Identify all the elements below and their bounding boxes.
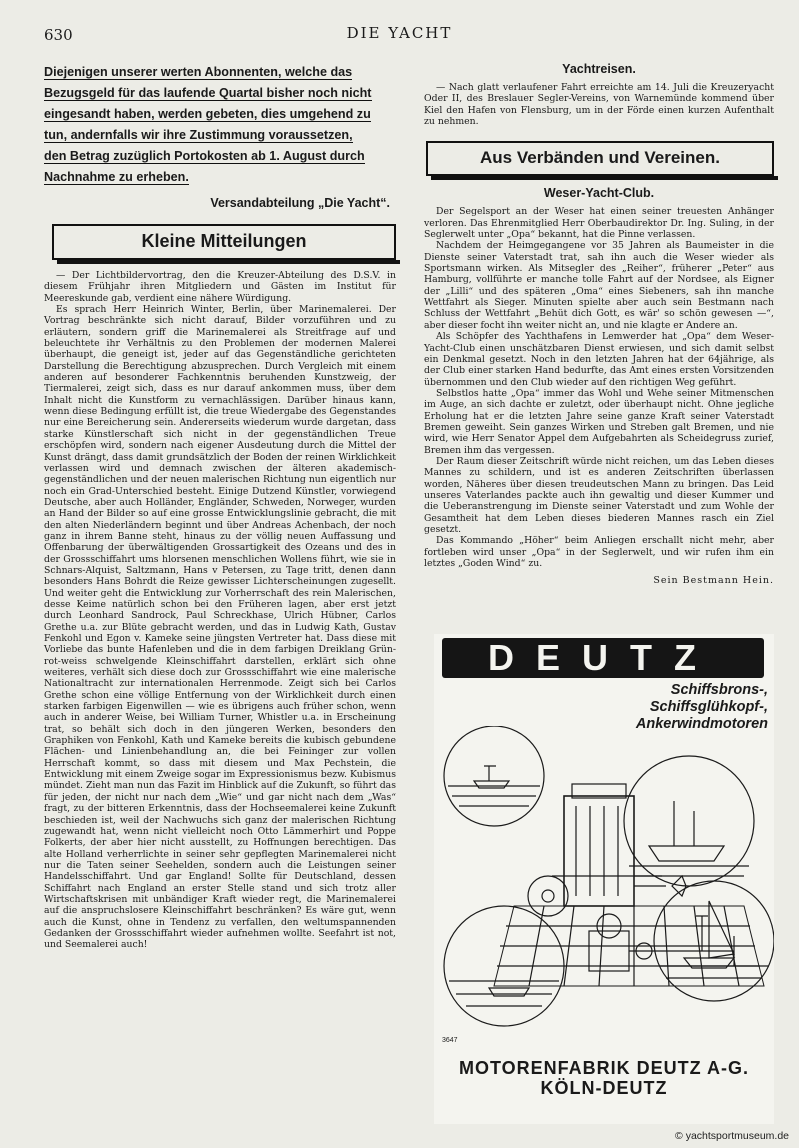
article-paragraph: — Der Lichtbildervortrag, den die Kreuzer-Abteilung des D.S.V. in diesem Frühjahr ihren Mitgliedern und Gästen im Institut für Meereskunde gab, verdient eine nähere Würdigung. xyxy=(44,270,396,304)
article-kleine-mitteilungen xyxy=(44,270,396,951)
subscription-notice xyxy=(44,62,396,188)
notice-line: den Betrag zuzüglich Portokosten ab 1. August durch xyxy=(44,149,365,163)
section-heading-kleine-mitteilungen: Kleine Mitteilungen xyxy=(52,224,396,260)
running-title: DIE YACHT xyxy=(346,24,453,42)
article-paragraph: Nachdem der Heimgegangene vor 35 Jahren als Baumeister in die Dienste seiner Vaterstadt trat, sah ihn auch die Weser wieder als Sportsmann wirken. Als Mitsegler des „Reiher“, früherer „Peter“ aus Hamburg, vollführte er manche tolle Fahrt auf der Nordsee, als Eigner der „Lilli“ und des späteren „Oma“ eines Siebeners, sah ihn manche Wettfahrt als Sieger. Minuten spielte aber auch sein Bestmann nach Schluss der Wettfahrt „Behüt dich Gott, es wär' so schön gewesen —“, aber dieser focht ihn weiter nicht an, und nie klagte er Andere an. xyxy=(424,240,774,331)
engine-drawing xyxy=(564,796,634,906)
article-paragraph: Es sprach Herr Heinrich Winter, Berlin, über Marinemalerei. Der Vortrag beschränkte sich nicht darauf, Bilder vorzuführen und zu erläutern, sondern griff die Marinemalerei als Streitfrage auf und beleuchtete ihr Verhältnis zu den Problemen der modernen Malerei überhaupt, die geneigt ist, jeder auf das Gegenständliche gerichteten Darstellung die Berechtigung abzusprechen. Durch Vergleich mit einem anderen auf besonderer Fachkenntnis beruhenden Kunstzweig, der Tiermalerei, zeigt sich, dass es nur darauf ankommen muss, über dem Inhalt nicht die Kunstform zu vernachlässigen. Darüber hinaus kann, wenn diese Bedingung erfüllt ist, die treue Wiedergabe des Gegenstandes nur eine Bereicherung sein. Andererseits wiederum wurde dargetan, dass starke Künstlerschaft sich nicht in der gegenständlichen Treue erschöpfen wird, sondern nach eigener Ausdeutung durch die Mittel der Kunst drängt, dass damit grundsätzlich der Boden der reinen Wirklichkeit verlassen wird und demnach zwischen der älteren akademisch-gegenständlichen und der neuen malerischen Richtung nun eigentlich nur noch ein Grad-Unterschied besteht. Einige Dutzend Künstler, vorwiegend Deutsche, aber auch Holländer, Engländer, Schweden, Norweger, wurden an Hand der Bilder so auf eine grosse Entwicklungslinie gebracht, die mit den alten Niederländern beginnt und über Andreas Achenbach, der noch ganz in ihrem Banne steht, hinaus zu der völlig neuen Auffassung und Offenbarung der überwältigenden Grossartigkeit des Ozeans und des in der Grossschiffahrt ums hlorsenen menschlichen Wollens führt, wie sie in Schnars-Alquist, Saltzmann, Hans v Petersen, zu Tage tritt, denen dann besonders Hans Bohrdt die Reize gewisser Lichterscheinungen zugesellt. Und weiter geht die Entwicklung zur Vorherrschaft des rein Malerischen, desse Keime natürlich schon bei den Früheren lagen, aber erst jetzt durch Leonhard Sandrock, Paul Schreckhase, Ulrich Hübner, Carlos Grethe u.a. zur Blüte gebracht werden, und das in Ludwig Kath, Gustav Fenkohl und Egon v. Kameke seine jüngsten Vertreter hat. Dass diese mit Vorliebe das bunte Hafenleben und die in dem farbigen Dreiklang Grün-rot-weiss schwelgende Kleinschiffahrt darstellen, erklärt sich ohne weiteres, verhält sich diese doch zur Grossschiffahrt wie eine malerische Nationaltracht zur internationalen Herrenmode. Zeigt sich bei Carlos Grethe schon eine völlige Entfernung von der Wirklichkeit durch einen starken farbigen Eigenwillen — wie es übrigens auch früher schon, wenn auch in anderer Weise, bei William Turner, Whistler u.a. in Erscheinung trat, so behält sich doch in den jüngeren Werken, besonders den Graphiken von Fenkohl, Kath und Kameke bereits die kubisch gebundene Flächen- und Linienbehandlung an, die bei Feininger zur vollen Herrschaft kommt, so dass mit diesem und Max Pechstein, die Entwicklung mit einem Zweige sogar im Expressionismus bezw. Kubismus mündet. Zieht man nun das Fazit im Hinblick auf die Zukunft, so führt das für jeden, der nicht nur nach dem „Wie“ und gar nicht nach dem „Was“ fragt, zu der bitteren Erkenntnis, dass der Hochseemalerei keine Zukunft beschieden ist, weil der Nachwuchs sich ganz der malerischen Richtung zugewandt hat, wenn nicht vielleicht noch Otto Lämmerhirt und Poppe Folkerts, der aber hier nicht ausstellt, zu Hoffnungen berechtigen. Das alte Holland verherrlichte in seiner sehr gepflegten Marinemalerei nicht nur die Taten seiner Seehelden, sondern auch die Leistungen seiner Handelsschiffahrt. Und gar England! Sollte für Deutschland, dessen Schiffahrt nach England an erster Stelle stand und sich trotz aller Wirtschaftskrisen mit unbändiger Kraft wieder regt, die Marinemalerei auf die anspruchslosere Kleinschiffahrt beschränken? Es wäre gut, wenn auch die Kunst, ohne in Tendenz zu verfallen, den weltumspannenden Gedanken der Grossschiffahrt wieder aufnehmen wollte. Seefahrt ist not, und Seemalerei auch! xyxy=(44,304,396,951)
article-paragraph: Der Raum dieser Zeitschrift würde nicht reichen, um das Leben dieses Mannes zu schildern, und ist es anderen Zeitschriften überlassen worden, Näheres über diesen treudeutschen Mann zu bringen. Das Leid unseres Vaterlandes packte auch ihn gewaltig und dieser Kummer und die Ueberanstrengung im Dienste seiner Vaterstadt und zum Wohle der Gesamtheit hat dem Leben dieses biederen Mannes rasch ein Ziel gesetzt. xyxy=(424,455,774,535)
deutz-advertisement xyxy=(434,634,774,1124)
ad-product-line: Ankerwindmotoren xyxy=(635,716,768,732)
notice-line: tun, andernfalls wir ihre Zustimmung voraussetzen, xyxy=(44,128,353,142)
yachtreisen-text xyxy=(424,82,774,127)
ad-brand-logo: DEUTZ xyxy=(442,638,764,678)
ad-illustration xyxy=(434,726,774,1036)
article-paragraph: Selbstlos hatte „Opa“ immer das Wohl und Wehe seiner Mitmenschen im Auge, an sich dachte er zuletzt, oder überhaupt nicht. Ohne jegliche Erholung hat er die letzten Jahre seine ganze Kraft seiner Vaterstadt Bremen geweiht. Sein ganzes Wirken und Streben galt Bremen, und nie wird, wie Herr Senator Appel dem Aufgebahrten als Scheidegruss zurief, Bremen ihm das vergessen. xyxy=(424,387,774,456)
article-paragraph: Der Segelsport an der Weser hat einen seiner treuesten Anhänger verloren. Das Ehrenmitglied Herr Oberbaudirektor Dr. Ing. Suling, in der Seglerwelt unter „Opa“ bekannt, hat die Pinne verlassen. xyxy=(424,206,774,241)
ad-company-line: KÖLN-DEUTZ xyxy=(540,1078,668,1098)
sailboat-vignette xyxy=(654,881,774,1001)
notice-line: eingesandt haben, werden gebeten, dies umgehend zu xyxy=(44,107,371,121)
ad-product-line: Schiffsbrons-, xyxy=(670,682,768,698)
page-number: 630 xyxy=(44,26,73,44)
watermark: © yachtsportmuseum.de xyxy=(675,1130,789,1142)
article-signature: Sein Bestmann Hein. xyxy=(653,575,774,587)
ad-company-line: MOTORENFABRIK DEUTZ A-G. xyxy=(459,1058,749,1078)
section-heading-verbaende: Aus Verbänden und Vereinen. xyxy=(426,141,774,176)
article-paragraph: Als Schöpfer des Yachthafens in Lemwerder hat „Opa“ dem Weser-Yacht-Club einen unschätzbaren Dienst erwiesen, und sich damit selbst ein Denkmal gesetzt. Noch in den letzten Jahren hat der 64jährige, als der Club einer starken Hand bedurfte, das Amt eines ersten Vorsitzenden übernommen und den Club wieder auf den richtigen Weg geführt. xyxy=(424,331,774,388)
right-column xyxy=(424,62,774,586)
notice-line: Bezugsgeld für das laufende Quartal bisher noch nicht xyxy=(44,86,372,100)
article-paragraph: — Nach glatt verlaufener Fahrt erreichte am 14. Juli die Kreuzeryacht Oder II, des Breslauer Segler-Vereins, von Warnemünde kommend über Kiel den Hafen von Flensburg, um in der Förde einen kurzen Aufenthalt zu nehmen. xyxy=(424,82,774,128)
left-column xyxy=(44,62,396,951)
yachtreisen-heading: Yachtreisen. xyxy=(562,62,636,76)
notice-line: Nachnahme zu erheben. xyxy=(44,170,189,184)
article-paragraph: Das Kommando „Höher“ beim Anliegen erschallt nicht mehr, aber fortleben wird unser „Opa“ in der Seglerwelt, und wir rufen ihm ein letztes „Goden Wind“ zu. xyxy=(424,535,774,570)
article-weser-yacht-club xyxy=(424,206,774,569)
ad-product-line: Schiffsglühkopf-, xyxy=(649,699,768,715)
notice-signature: Versandabteilung „Die Yacht“. xyxy=(210,196,390,210)
notice-line: Diejenigen unserer werten Abonnenten, welche das xyxy=(44,65,353,79)
harbor-vignette xyxy=(444,726,544,826)
ad-catalog-number: 3647 xyxy=(442,1037,458,1044)
ad-company-name xyxy=(434,1058,774,1098)
club-subheading: Weser-Yacht-Club. xyxy=(543,186,655,201)
